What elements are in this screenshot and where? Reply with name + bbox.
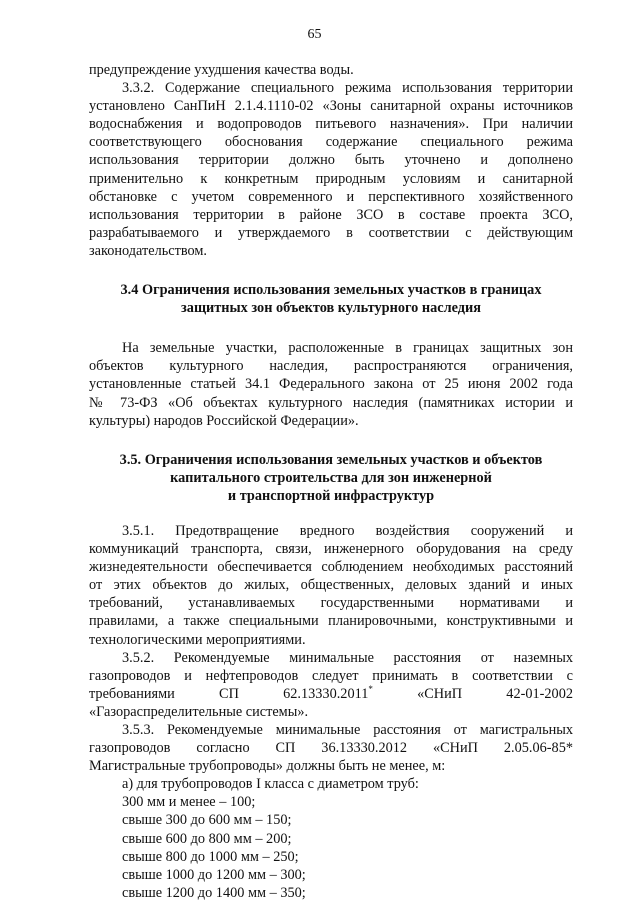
text-line: установлено СанПиН 2.1.4.1110-02 «Зоны санитарной охраны источников — [89, 98, 573, 115]
text-line: правилами, а также специальными планировочными, конструктивными и — [89, 613, 573, 630]
text-line: законодательством. — [89, 242, 207, 259]
text-line: 3.5.1. Предотвращение вредного воздействия сооружений и — [122, 522, 573, 539]
heading-line: капитального строительства для зон инженерной — [170, 469, 492, 486]
text-line: разрабатываемого и утверждаемого в соответствии с действующим — [89, 224, 573, 241]
text-line: использования территории должно быть уточнено и дополнено — [89, 152, 573, 169]
list-item: 300 мм и менее – 100; — [122, 794, 256, 811]
text-line: применительно к конкретным природным условиям и санитарной — [89, 170, 573, 187]
list-item: свыше 1000 до 1200 мм – 300; — [122, 866, 306, 883]
text-line: обстановке с учетом современного и перспективного хозяйственного — [89, 188, 573, 205]
text-line: На земельные участки, расположенные в границах защитных зон — [122, 340, 573, 357]
footnote-mark: * — [368, 684, 373, 695]
text-line: 3.5.2. Рекомендуемые минимальные расстояния от наземных — [122, 649, 573, 666]
text-line: газопроводов согласно СП 36.13330.2012 «СНиП 2.05.06-85* — [89, 740, 573, 757]
text-line — [89, 685, 573, 703]
paragraph-3-3-2 — [89, 79, 573, 260]
text-line: газопроводов и нефтепроводов следует принимать в соответствии с — [89, 667, 573, 684]
text-fragment: требованиями СП 62.13330.2011 — [89, 685, 369, 702]
text-line: 3.5.3. Рекомендуемые минимальные расстояния от магистральных — [122, 722, 573, 738]
text-line: культуры) народов Российской Федерации». — [89, 412, 359, 429]
heading-line: 3.4 Ограничения использования земельных участков в границах — [120, 282, 542, 299]
heading-line: защитных зон объектов культурного наследия — [181, 300, 481, 317]
list-item: свыше 600 до 800 мм – 200; — [122, 830, 292, 847]
text-line: соответствующего обоснования содержание специального режима — [89, 134, 573, 151]
text-line: № 73-ФЗ «Об объектах культурного наследия (памятниках истории и — [89, 394, 573, 411]
paragraph-3-5-1 — [89, 522, 573, 649]
text-line: «Газораспределительные системы». — [89, 703, 309, 720]
text-line: жизнедеятельности обеспечивается соблюдением необходимых расстояний — [89, 559, 573, 576]
paragraph-3-5-2 — [89, 649, 573, 721]
intro-line: предупреждение ухудшения качества воды. — [89, 62, 354, 78]
text-line: 3.3.2. Содержание специального режима использования территории — [122, 80, 573, 97]
distance-list — [89, 775, 573, 902]
page-content — [89, 61, 573, 902]
heading-line: 3.5. Ограничения использования земельных участков и объектов — [119, 451, 543, 468]
page-number: 65 — [307, 27, 322, 42]
text-line: технологическими мероприятиями. — [89, 631, 306, 648]
text-fragment: «СНиП 42-01-2002 — [372, 685, 573, 702]
list-item: свыше 300 до 600 мм – 150; — [122, 812, 292, 829]
paragraph-3-5-3 — [89, 721, 573, 775]
text-line: установленные статьей 34.1 Федерального закона от 25 июня 2002 года — [89, 376, 573, 393]
text-line: требований, устанавливаемых государственными нормативами и — [89, 595, 573, 612]
text-line: коммуникаций транспорта, связи, инженерного оборудования на среду — [89, 541, 573, 558]
list-item: свыше 800 до 1000 мм – 250; — [122, 848, 299, 865]
paragraph-3-4 — [89, 339, 573, 429]
section-heading-3-4 — [89, 281, 573, 317]
text-line: водоснабжения и водопроводов питьевого назначения». При наличии — [89, 116, 573, 133]
text-line: объектов культурного наследия, распространяются ограничения, — [89, 358, 573, 375]
section-heading-3-5 — [89, 451, 573, 505]
list-item: а) для трубопроводов I класса с диаметром труб: — [122, 776, 419, 793]
text-line: использования территории в районе ЗСО в составе проекта ЗСО, — [89, 206, 573, 223]
heading-line: и транспортной инфраструктур — [227, 487, 435, 504]
text-line: Магистральные трубопроводы» должны быть не менее, м: — [89, 758, 446, 775]
text-line: от этих объектов до жилых, общественных, деловых зданий и иных — [89, 577, 573, 594]
list-item: свыше 1200 до 1400 мм – 350; — [122, 884, 306, 901]
